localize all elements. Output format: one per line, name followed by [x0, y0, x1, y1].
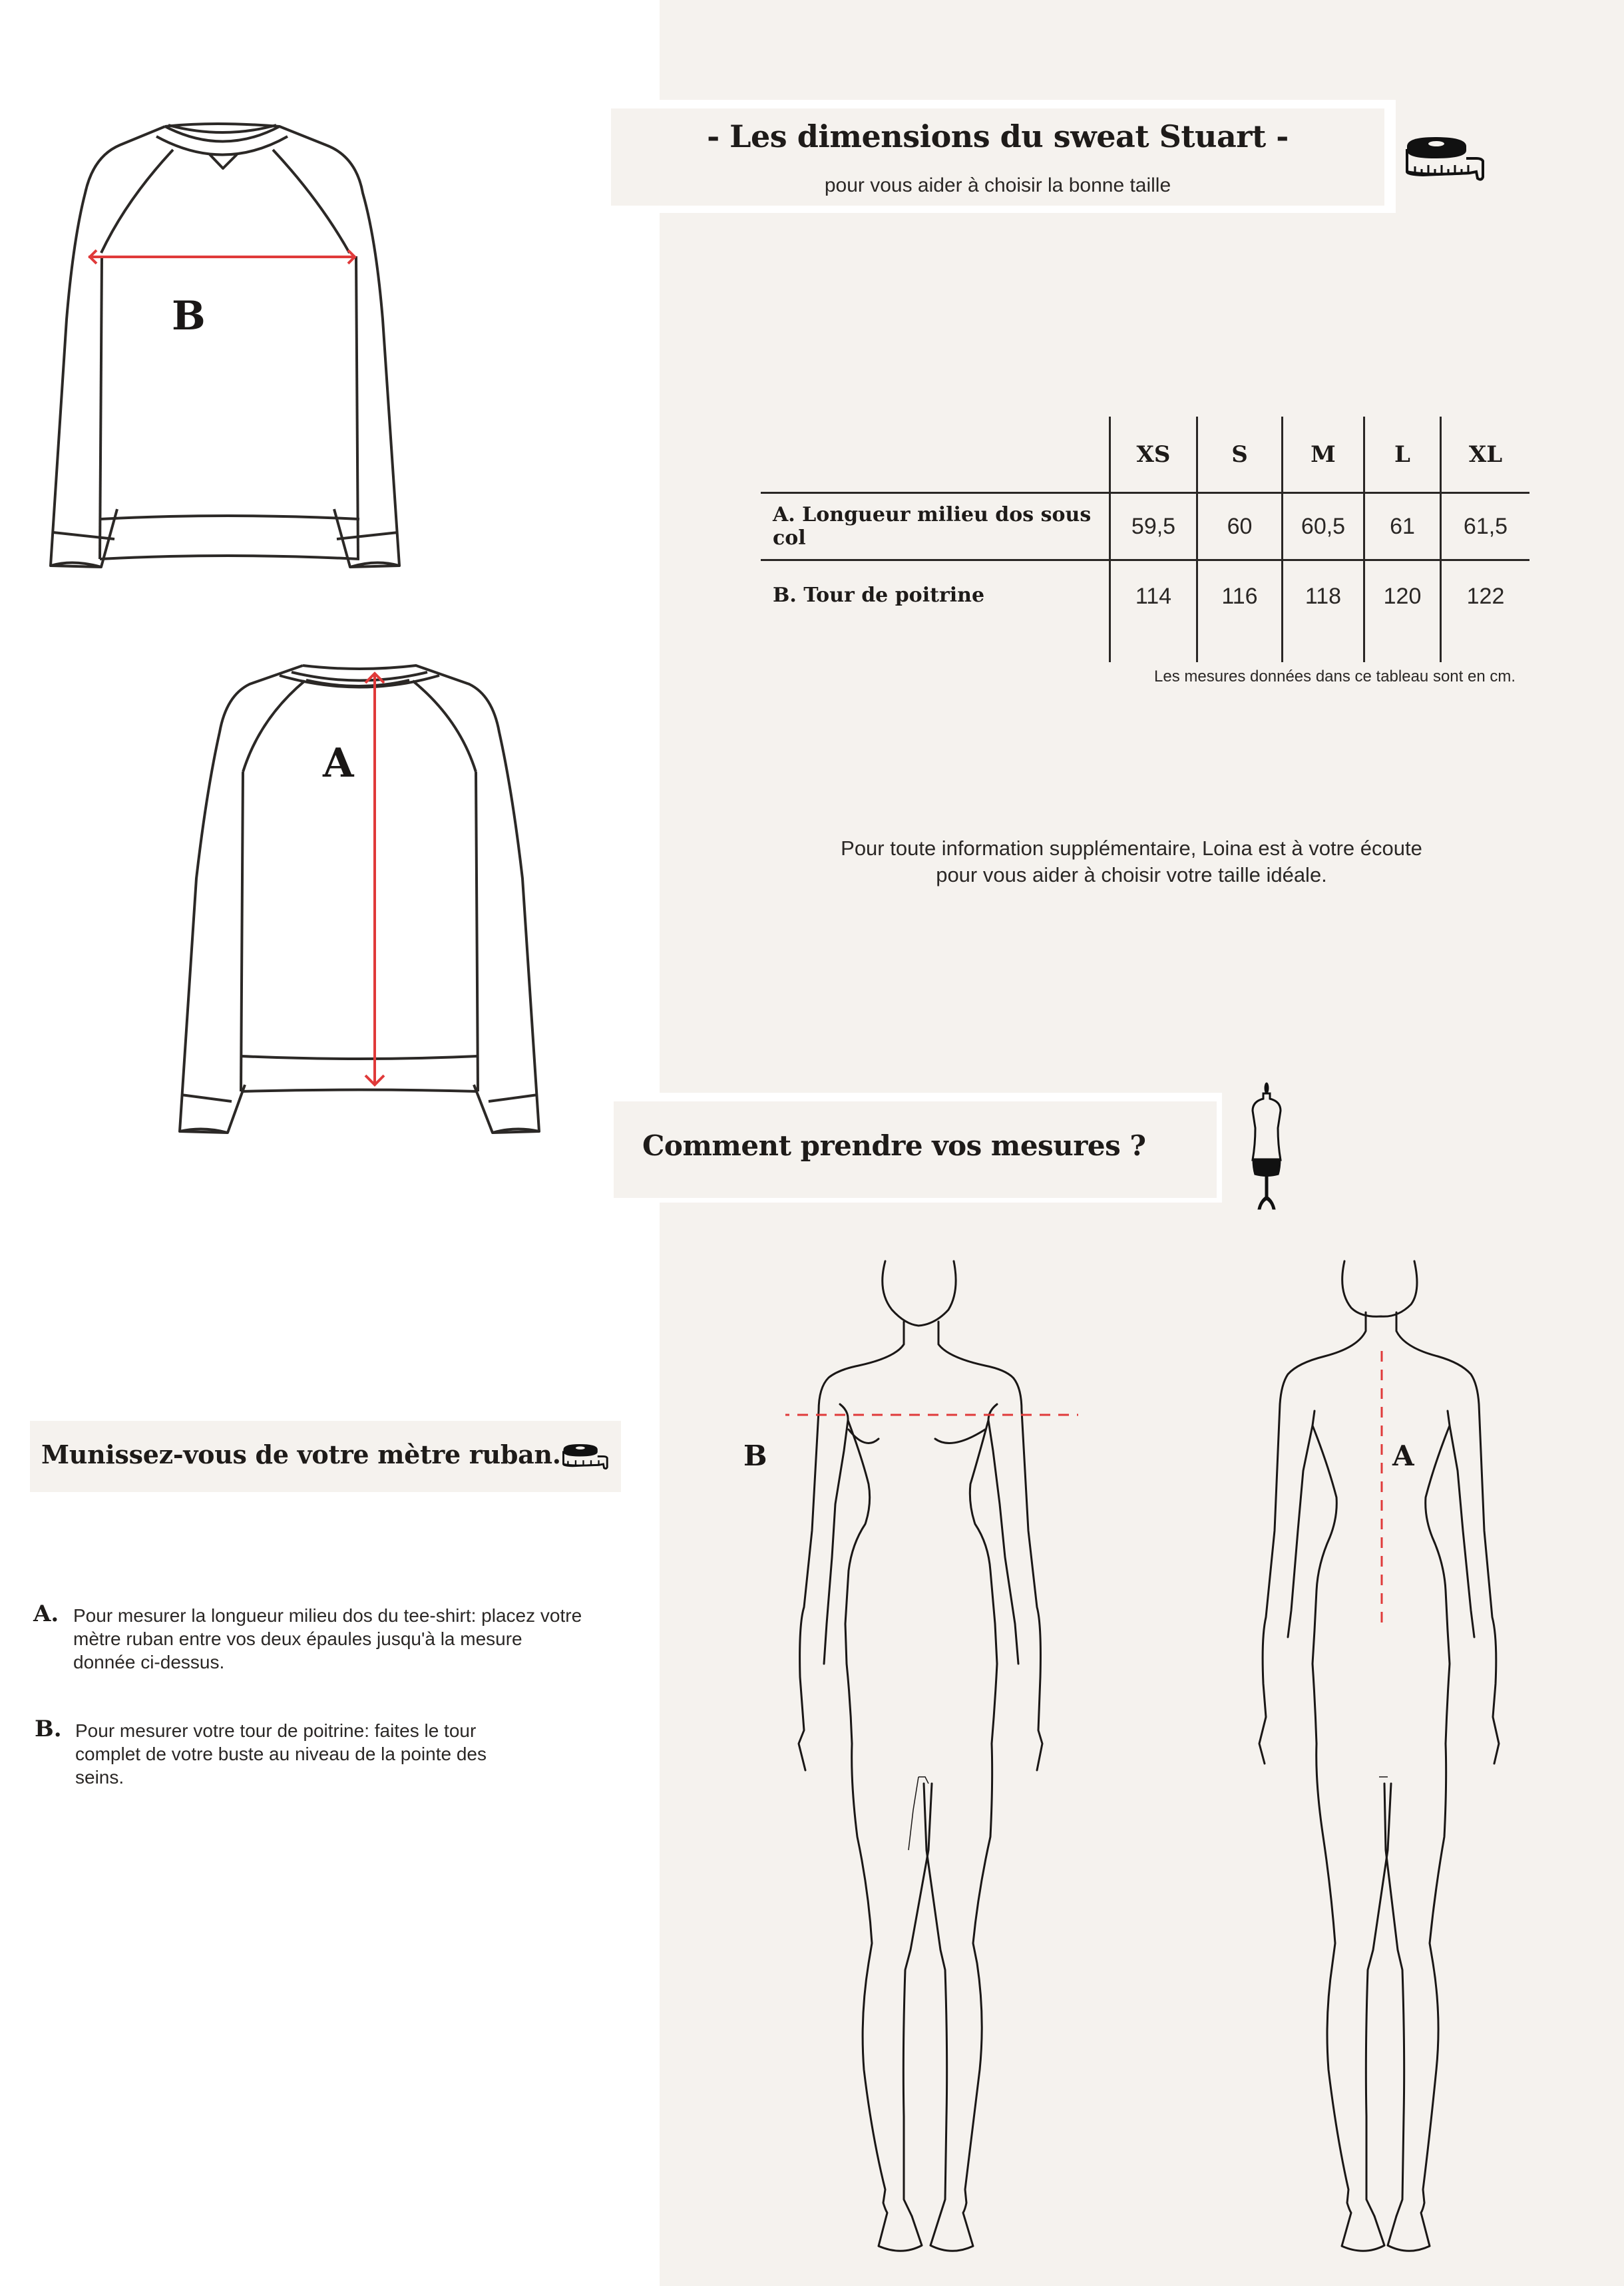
contact-info-line: Pour toute information supplémentaire, Loina est à votre écoute: [841, 837, 1422, 860]
table-cell: 116: [1197, 560, 1283, 663]
sweater-back-diagram: [166, 659, 579, 1158]
tape-section-title: Munissez-vous de votre mètre ruban.: [41, 1439, 561, 1469]
sweater-front-diagram: [47, 120, 446, 639]
table-header-empty: [761, 417, 1110, 493]
table-header-cell: S: [1197, 417, 1283, 493]
table-header-cell: XS: [1110, 417, 1197, 493]
table-row: [761, 560, 1529, 663]
instruction-text: [73, 1604, 646, 1674]
table-header-cell: M: [1283, 417, 1364, 493]
sweater-front-label: B: [172, 293, 206, 339]
table-cell: 118: [1283, 560, 1364, 663]
table-cell: 122: [1441, 560, 1530, 663]
table-row: [761, 493, 1529, 560]
figure-back-diagram: [1251, 1251, 1518, 2263]
instruction-letter: A.: [33, 1601, 59, 1627]
contact-info: [799, 835, 1464, 888]
instruction-line: seins.: [75, 1767, 124, 1788]
table-cell: 60,5: [1283, 493, 1364, 560]
instruction-letter: B.: [35, 1716, 62, 1742]
table-unit-note: Les mesures données dans ce tableau sont en cm.: [1154, 667, 1516, 685]
instruction-line: complet de votre buste au niveau de la pointe des: [75, 1744, 487, 1764]
measuring-tape-icon: [1403, 132, 1490, 182]
figure-back-label: A: [1392, 1439, 1414, 1472]
table-cell: 61,5: [1441, 493, 1530, 560]
table-cell: 59,5: [1110, 493, 1197, 560]
table-header-cell: XL: [1441, 417, 1530, 493]
measuring-tape-icon: [561, 1439, 611, 1471]
instruction-line: Pour mesurer votre tour de poitrine: faites le tour: [75, 1720, 477, 1741]
table-cell: 114: [1110, 560, 1197, 663]
table-cell: 61: [1364, 493, 1441, 560]
figure-front-diagram: [785, 1251, 1145, 2263]
table-cell: 120: [1364, 560, 1441, 663]
instruction-line: donnée ci-dessus.: [73, 1652, 225, 1672]
instruction-line: mètre ruban entre vos deux épaules jusqu'à la mesure: [73, 1628, 522, 1649]
table-row-label: B. Tour de poitrine: [773, 584, 985, 607]
instruction-line: Pour mesurer la longueur milieu dos du tee-shirt: placez votre: [73, 1605, 582, 1626]
size-table: [761, 417, 1529, 662]
table-row-label: A. Longueur milieu dos sous col: [761, 493, 1110, 560]
contact-info-line: pour vous aider à choisir votre taille idéale.: [936, 863, 1327, 886]
figure-front-label: B: [743, 1439, 767, 1472]
instruction-text: [75, 1719, 648, 1789]
howto-title: Comment prendre vos mesures ?: [642, 1129, 1146, 1162]
page-subtitle: pour vous aider à choisir la bonne taille: [824, 174, 1171, 196]
table-header-cell: L: [1364, 417, 1441, 493]
page-title: - Les dimensions du sweat Stuart -: [707, 118, 1289, 154]
dress-form-icon: [1243, 1081, 1290, 1211]
sweater-back-label: A: [323, 740, 354, 787]
table-cell: 60: [1197, 493, 1283, 560]
table-header-row: [761, 417, 1529, 493]
